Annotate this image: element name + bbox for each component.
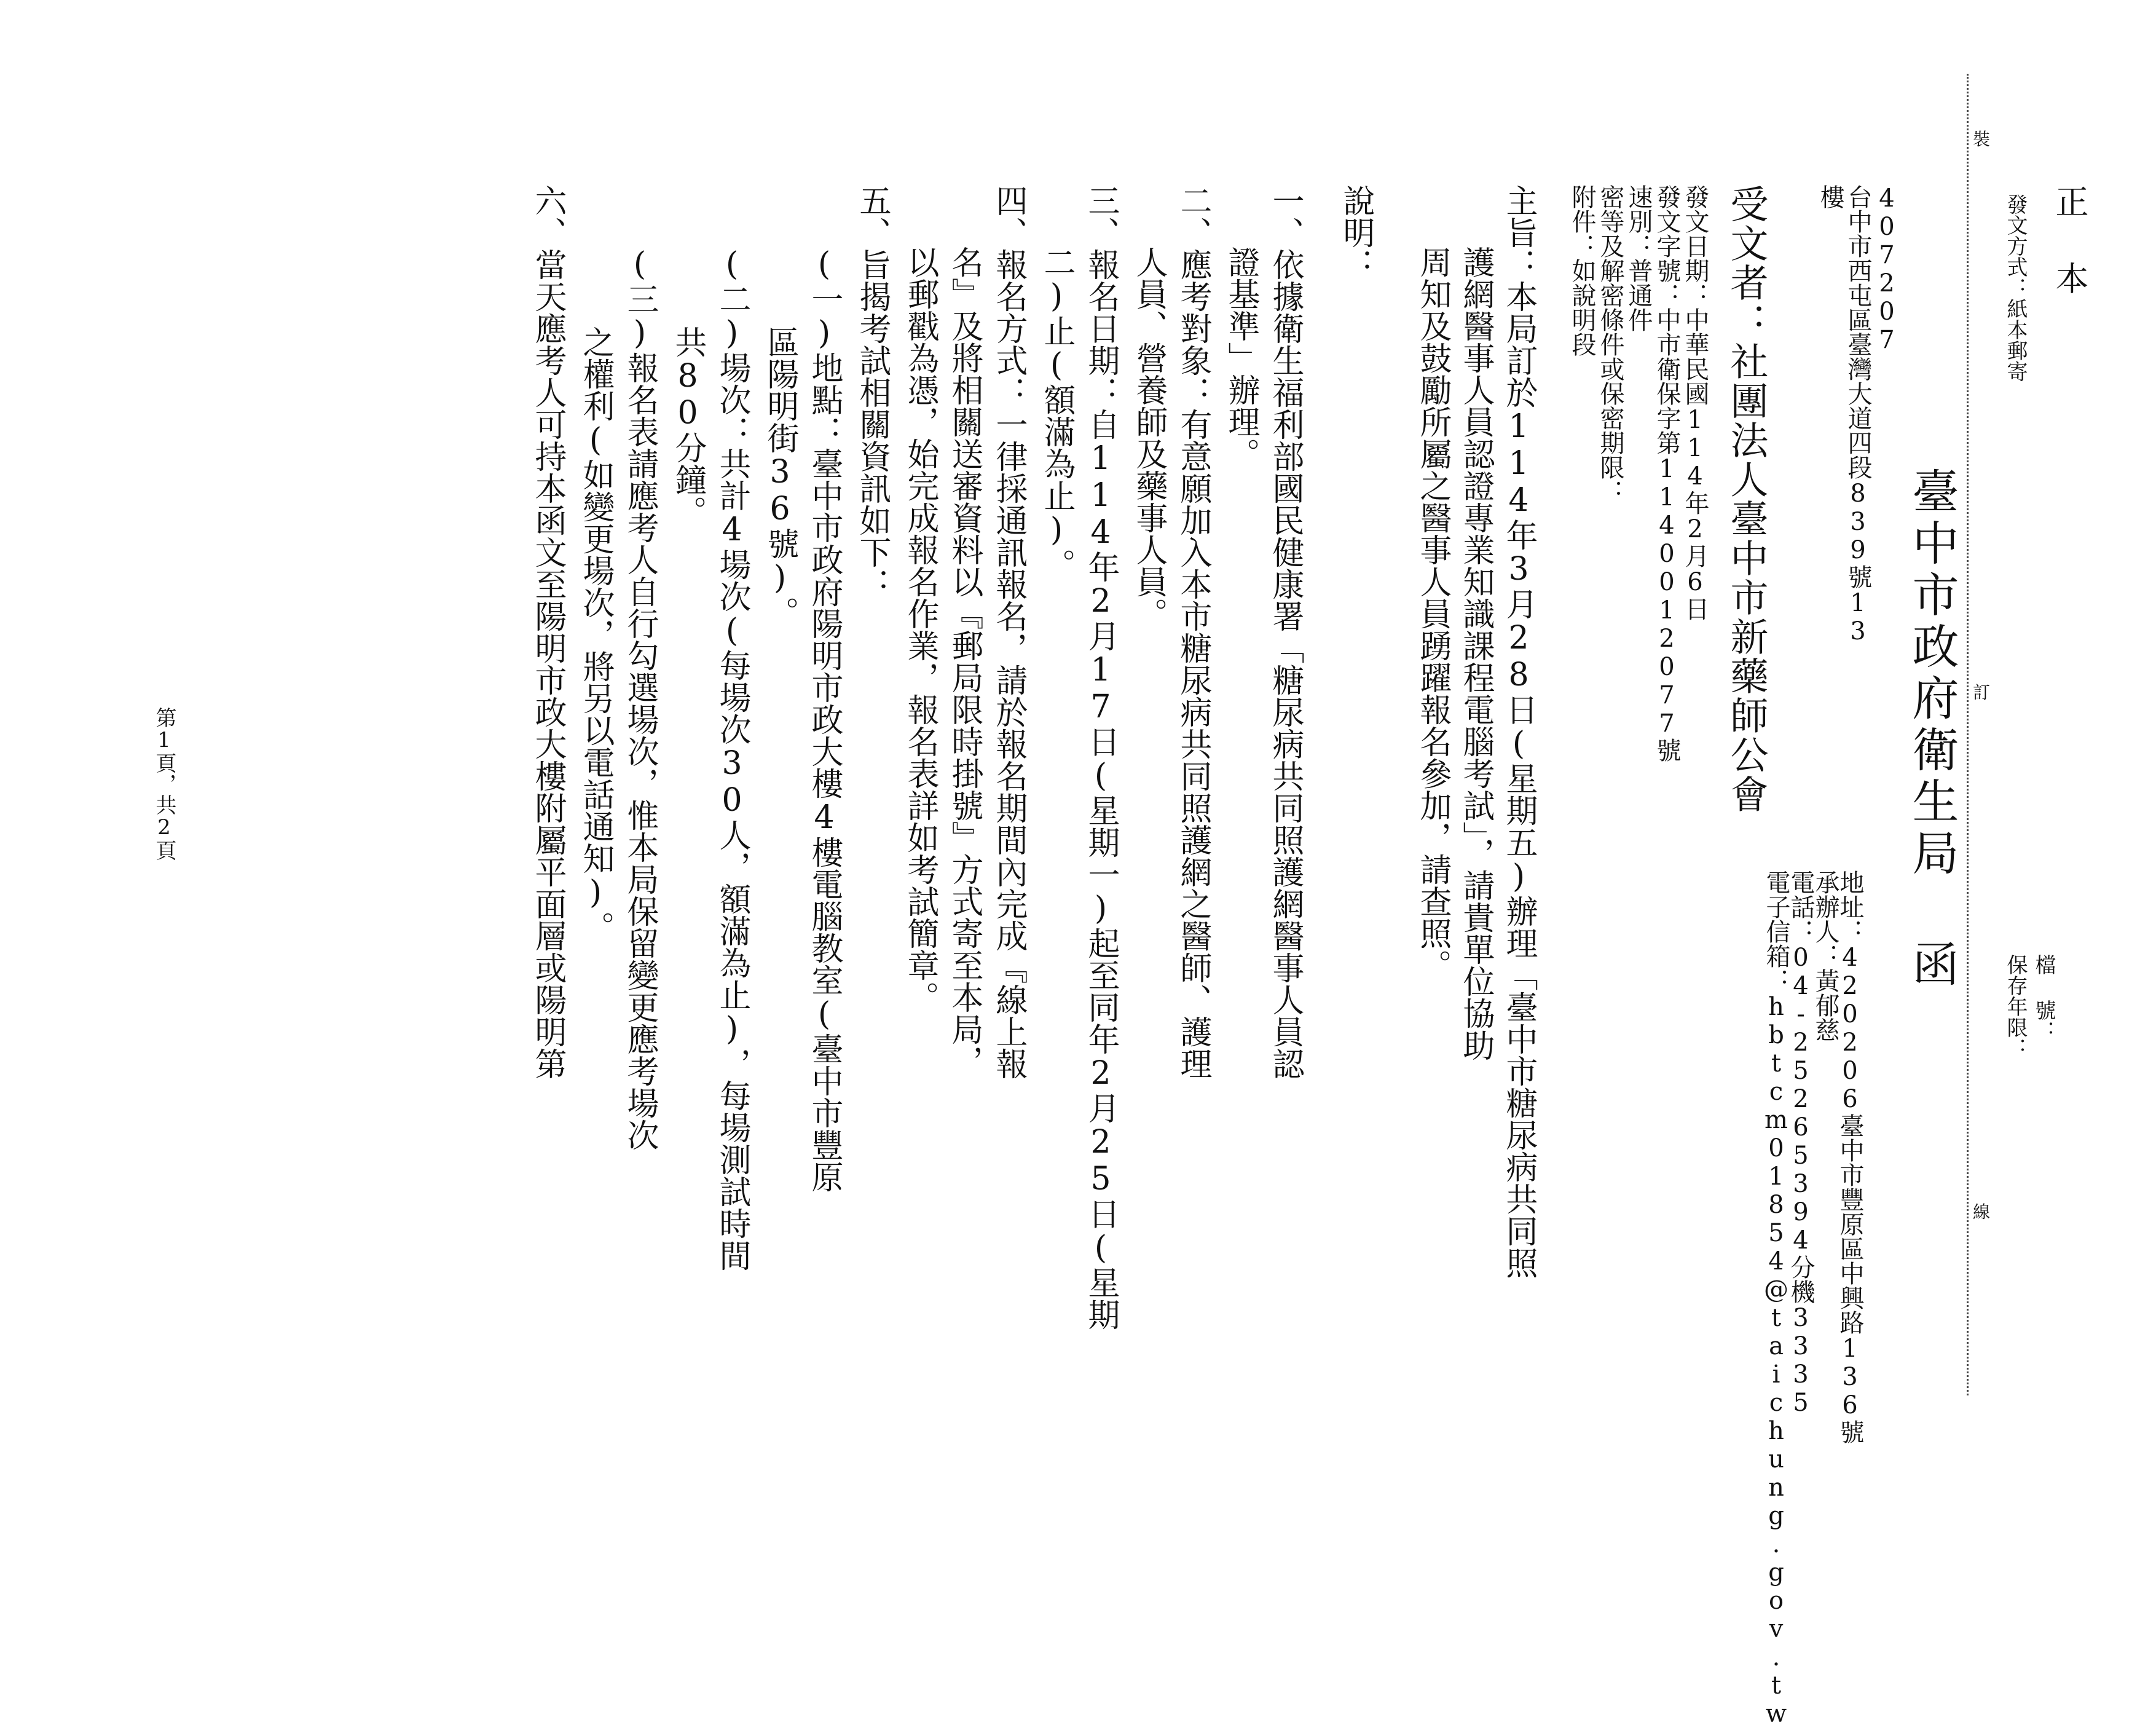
explanation-item: 名』及將相關送審資料以『郵局限時掛號』方式寄至本局， — [946, 246, 983, 1077]
subject-line: 護網醫事人員認證專業知識課程電腦考試」，請貴單位協助 — [1457, 246, 1494, 1061]
explanation-item: 人員、營養師及藥事人員。 — [1130, 246, 1167, 629]
explanation-item: 二、應考對象：有意願加入本市糖尿病共同照護網之醫師、護理 — [1174, 184, 1211, 1079]
delivery-speed: 速別：普通件 — [1624, 184, 1653, 332]
explanation-subitem: (二)場次：共計4場次(每場次30人，額滿為止)，每場測試時間 — [714, 246, 750, 1271]
delivery-method: 發文方式：紙本郵寄 — [2003, 194, 2028, 382]
binding-mark: 訂 — [1973, 682, 1991, 703]
file-number: 檔 號： — [2031, 954, 2056, 1041]
attachment: 附件：如說明段 — [1568, 184, 1596, 357]
explanation-subitem: 之權利(如變更場次，將另以電話通知)。 — [577, 326, 614, 943]
sender-phone: 電話：04-25265394分機3335 — [1787, 870, 1815, 1417]
explanation-subitem: (三)報名表請應考人自行勾選場次，惟本局保留變更應考場次 — [621, 246, 658, 1151]
copy-type-label: 正 本 — [2050, 184, 2089, 297]
explanation-item: 四、報名方式：一律採通訊報名，請於報名期間內完成『線上報 — [990, 184, 1027, 1079]
explanation-item: 三、報名日期：自114年2月17日(星期一)起至同年2月25日(星期 — [1082, 184, 1119, 1330]
explanation-item: 證基準」辦理。 — [1222, 246, 1259, 470]
binding-dotted-line — [1967, 74, 1969, 1395]
explanation-subitem: 區陽明街36號)。 — [761, 326, 798, 628]
explanation-label: 說明： — [1337, 184, 1374, 280]
issue-date: 發文日期：中華民國114年2月6日 — [1681, 184, 1709, 621]
recipient-postal-code: 407207 — [1873, 184, 1901, 354]
sender-contact: 承辦人：黃郁慈 — [1811, 870, 1839, 1042]
recipient-address-line: 台中市西屯區臺灣大道四段839號13 — [1844, 184, 1872, 645]
explanation-item: 一、依據衛生福利部國民健康署「糖尿病共同照護網醫事人員認 — [1267, 184, 1304, 1079]
explanation-item: 以郵戳為憑，始完成報名作業，報名表詳如考試簡章。 — [902, 246, 938, 1013]
binding-mark: 裝 — [1973, 129, 1991, 149]
explanation-item: 二)止(額滿為止)。 — [1038, 246, 1075, 580]
explanation-subitem: 共80分鐘。 — [669, 326, 706, 527]
binding-mark: 線 — [1973, 1202, 1991, 1222]
subject-line: 周知及鼓勵所屬之醫事人員踴躍報名參加，請查照。 — [1414, 246, 1451, 981]
retention-period: 保存年限： — [2003, 954, 2028, 1059]
explanation-item: 五、旨揭考試相關資訊如下： — [854, 184, 891, 600]
subject-line: 主旨：本局訂於114年3月28日(星期五)辦理「臺中市糖尿病共同照 — [1500, 184, 1537, 1279]
explanation-item: 六、當天應考人可持本函文至陽明市政大樓附屬平面層或陽明第 — [529, 184, 566, 1079]
recipient: 受文者：社團法人臺中市新藥師公會 — [1724, 184, 1769, 814]
sender-email: 電子信箱：hbtcm01854@taichung.gov.tw — [1762, 870, 1790, 1728]
sender-address: 地址：420206臺中市豐原區中興路136號 — [1836, 870, 1864, 1444]
document-number: 發文字號：中市衛保字第1140012077號 — [1653, 184, 1681, 762]
security-level: 密等及解密條件或保密期限： — [1596, 184, 1624, 504]
explanation-subitem: (一)地點：臺中市政府陽明市政大樓4樓電腦教室(臺中市豐原 — [806, 246, 843, 1193]
recipient-address-line: 樓 — [1816, 184, 1844, 209]
page-number: 第1頁，共2頁 — [152, 707, 176, 861]
document-title: 臺中市政府衛生局 函 — [1905, 467, 1959, 992]
